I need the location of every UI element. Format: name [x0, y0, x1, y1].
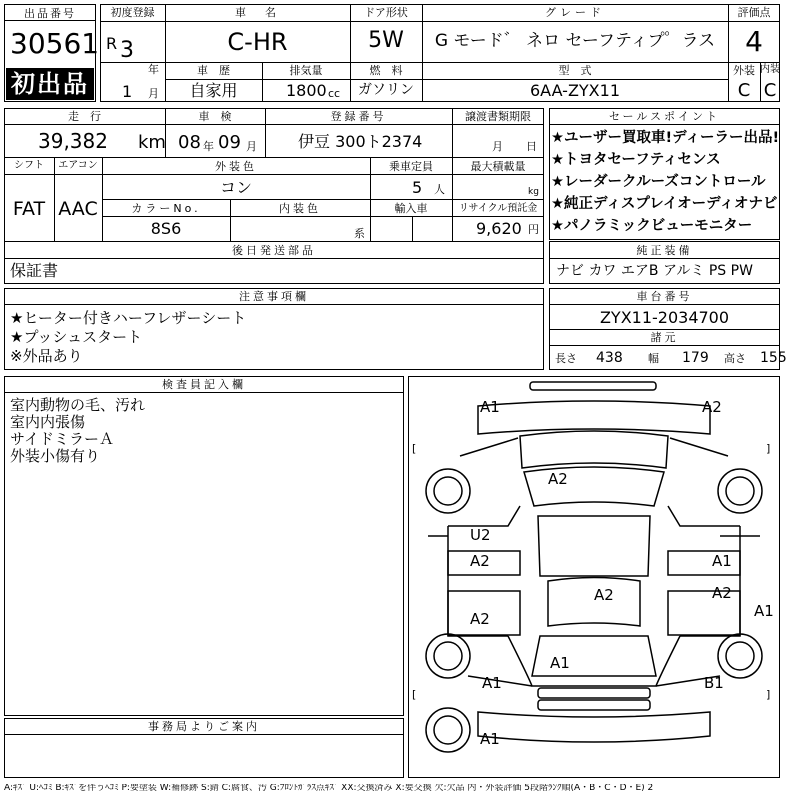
damage-mark: A2	[470, 610, 490, 628]
inspector-item: 室内内張傷	[10, 413, 86, 431]
damage-mark: A2	[712, 584, 732, 602]
ext-label: 外装	[733, 64, 755, 77]
ac-label: エアコン	[58, 160, 98, 171]
displacement: 1800	[286, 81, 327, 100]
car-name: C-HR	[227, 28, 288, 56]
sales-point-item: ★トヨタセーフティセンス	[551, 152, 721, 168]
int-grade: C	[763, 80, 777, 101]
notes-item: ★ヒーター付きハーフレザーシート	[10, 309, 247, 327]
recycle-label: リサイクル預託金	[458, 203, 538, 214]
width-label: 幅	[648, 352, 659, 365]
year: 3	[120, 38, 134, 63]
sales-points-label: セールスポイント	[608, 110, 720, 123]
svg-text:[: [	[412, 442, 417, 455]
sales-point-item: ★レーダークルーズコントロール	[551, 174, 766, 190]
fuel: ガソリン	[358, 82, 414, 98]
lot-number: 30561	[10, 27, 100, 60]
damage-mark: A2	[548, 470, 568, 488]
notes-item: ★プッシュスタート	[10, 328, 143, 346]
inspector-item: 外装小傷有り	[10, 447, 101, 465]
svg-text:]: ]	[766, 442, 771, 455]
insp-month: 09	[218, 132, 241, 153]
inspector-item: サイドミラーＡ	[10, 430, 114, 448]
damage-mark: A1	[482, 674, 502, 692]
recycle: 9,620	[476, 219, 522, 238]
grade: G モード゛ ネロ セーフティプ゜ラス	[434, 31, 716, 51]
mileage-label: 走 行	[68, 110, 101, 123]
damage-mark: U2	[470, 526, 491, 544]
height-label: 高さ	[724, 352, 746, 365]
chassis-number: ZYX11-2034700	[599, 308, 730, 327]
svg-text:[: [	[412, 688, 417, 701]
standard-equipment-label: 純正装備	[636, 244, 693, 257]
grade-label: グレード	[545, 6, 605, 19]
exterior-color: コン	[219, 178, 252, 197]
transfer-day-unit: 日	[526, 140, 537, 153]
shift: FAT	[12, 198, 46, 220]
lot-number-label: 出品番号	[5, 5, 95, 21]
svg-text:]: ]	[766, 688, 771, 701]
transfer-month-unit: 月	[492, 140, 503, 153]
notes-label: 注意事項欄	[239, 290, 309, 303]
capacity-label: 乗車定員	[389, 160, 433, 173]
reg-no-label: 登録番号	[330, 110, 387, 123]
damage-mark: A1	[550, 654, 570, 672]
inspection-label: 車 検	[198, 110, 232, 123]
insp-year: 08	[178, 132, 201, 153]
height: 155	[760, 350, 787, 366]
fuel-label: 燃 料	[369, 64, 403, 77]
insp-year-unit: 年	[203, 140, 214, 153]
first-listing-badge: 初出品	[6, 68, 94, 100]
capacity-unit: 人	[434, 183, 445, 196]
month-unit: 月	[148, 87, 159, 100]
length: 438	[596, 350, 623, 366]
model-label: 型 式	[558, 64, 592, 77]
displacement-label: 排気量	[289, 64, 323, 77]
first-reg-label: 初度登録	[110, 6, 155, 19]
interior-color-unit: 系	[354, 227, 365, 240]
model: 6AA-ZYX11	[530, 81, 620, 100]
ext-grade: C	[737, 80, 751, 101]
score: 4	[745, 25, 763, 58]
inspector-label: 検査員記入欄	[162, 378, 246, 391]
import-label: 輸入車	[394, 202, 428, 215]
chassis-label: 車台番号	[636, 290, 693, 303]
int-label: 内装	[760, 64, 780, 75]
ac: AAC	[58, 198, 98, 220]
shift-label: シフト	[14, 160, 44, 171]
color-no-label: カラーNo.	[131, 202, 201, 215]
damage-mark: A1	[754, 602, 774, 620]
door-label: ドア形状	[364, 6, 408, 19]
era: R	[106, 34, 118, 53]
standard-equipment: ナビ カワ エアB アルミ PS PW	[556, 263, 753, 279]
interior-color-label: 内装色	[279, 202, 321, 215]
sales-point-item: ★パノラミックビューモニター	[551, 218, 753, 234]
office-label: 事務局よりご案内	[148, 720, 260, 733]
specs-label: 諸元	[650, 331, 679, 344]
legend: A:ｷｽﾞ U:ﾍｺﾐ B:ｷｽﾞを伴うﾍｺﾐ P:要塗装 W:補修跡 S:錆 C:腐食、汚 G:ﾌﾛﾝﾄｶﾞﾗｽ点ｷｽﾞ XX:交換済み X:要交換 欠:欠品 内・外装評価 5段階ﾗﾝｸ順(A・B・C・D・E) 2	[4, 784, 654, 793]
damage-mark: A2	[594, 586, 614, 604]
damage-mark: A1	[480, 730, 500, 748]
month: 1	[122, 82, 133, 101]
capacity: 5	[412, 178, 423, 197]
exterior-color-label: 外装色	[215, 160, 257, 173]
transfer-label: 譲渡書類期限	[465, 110, 531, 123]
damage-mark: A2	[702, 398, 722, 416]
notes-item: ※外品あり	[10, 347, 83, 365]
damage-mark: A1	[712, 552, 732, 570]
damage-mark: B1	[704, 674, 724, 692]
length-label: 長さ	[555, 352, 577, 365]
later-parts-label: 後日発送部品	[232, 244, 316, 257]
door-shape: 5W	[368, 28, 404, 53]
car-diagram	[408, 376, 780, 778]
history-label: 車 歴	[197, 64, 230, 77]
damage-mark: A1	[480, 398, 500, 416]
later-parts: 保証書	[10, 261, 59, 280]
displacement-unit: cc	[328, 87, 341, 100]
mileage: 39,382	[38, 129, 108, 153]
history: 自家用	[189, 81, 238, 100]
sales-point-item: ★ユーザー買取車!ディーラー出品!	[551, 130, 780, 146]
color-no: 8S6	[150, 219, 182, 238]
mileage-unit: km	[138, 132, 166, 153]
car-name-label: 車 名	[235, 6, 280, 19]
insp-month-unit: 月	[246, 140, 257, 153]
sales-point-item: ★純正ディスプレイオーディオナビ	[551, 196, 778, 212]
width: 179	[682, 350, 709, 366]
inspector-item: 室内動物の毛、汚れ	[10, 396, 146, 414]
recycle-unit: 円	[528, 223, 539, 236]
reg-no: 伊豆 300ト2374	[298, 132, 423, 151]
max-load-unit: kg	[528, 187, 539, 197]
score-label: 評価点	[737, 6, 771, 19]
damage-mark: A2	[470, 552, 490, 570]
max-load-label: 最大積載量	[470, 160, 526, 173]
year-unit: 年	[148, 63, 159, 76]
